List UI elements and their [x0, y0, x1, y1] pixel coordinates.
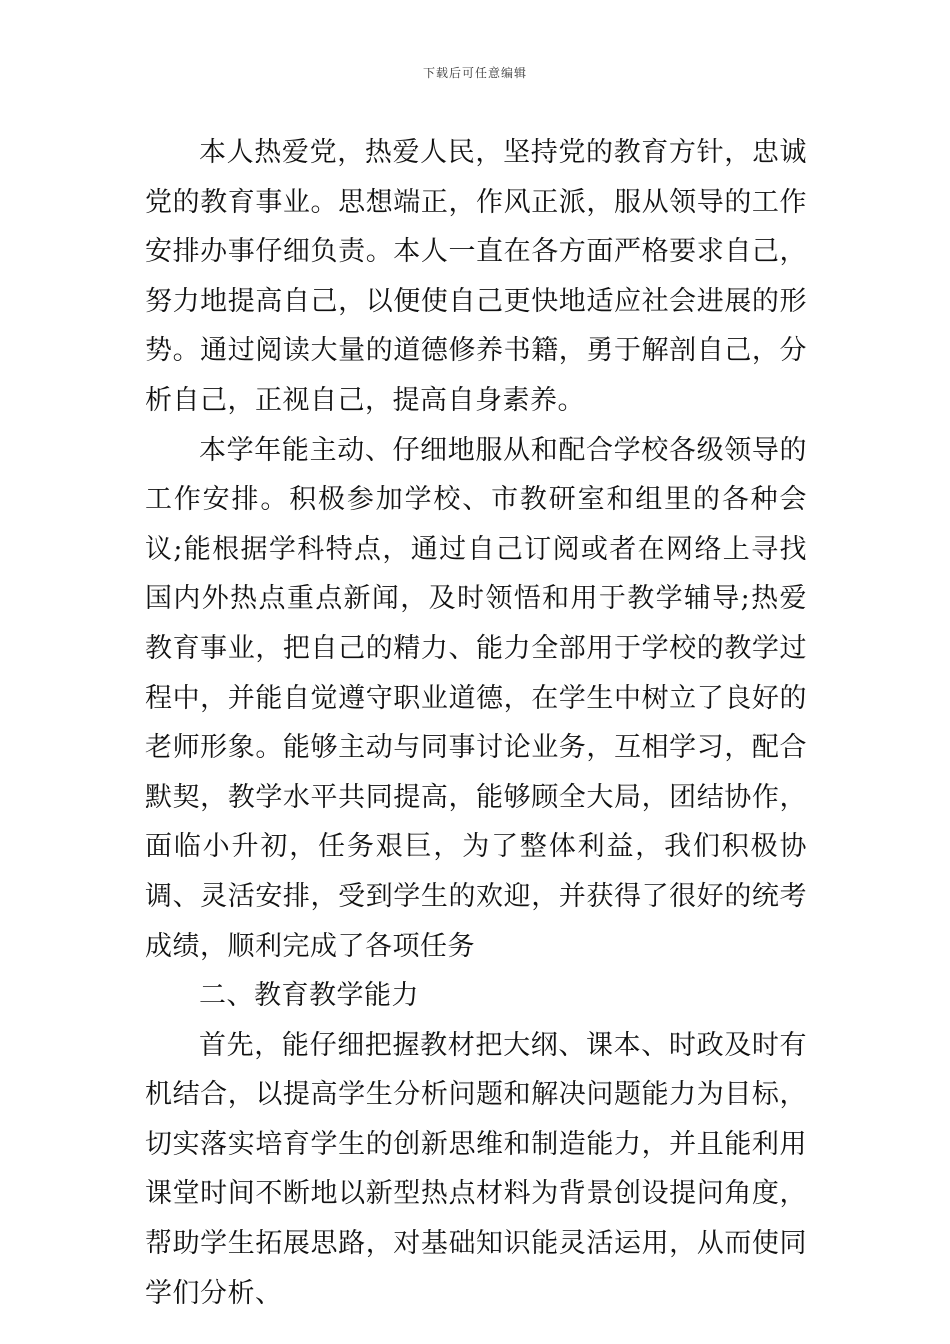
- paragraph-work-attitude: 本学年能主动、仔细地服从和配合学校各级领导的工作安排。积极参加学校、市教研室和组里的各种会议;能根据学科特点，通过自己订阅或者在网络上寻找国内外热点重点新闻，及时领悟和用于教学辅导;热爱教育事业，把自己的精力、能力全部用于学校的教学过程中，并能自觉遵守职业道德，在学生中树立了良好的老师形象。能够主动与同事讨论业务，互相学习，配合默契，教学水平共同提高，能够顾全大局，团结协作，面临小升初，任务艰巨，为了整体利益，我们积极协调、灵活安排，受到学生的欢迎，并获得了很好的统考成绩，顺利完成了各项任务: [145, 434, 807, 962]
- section-heading-teaching-ability: 二、教育教学能力: [199, 980, 419, 1012]
- paragraph-political-attitude: 本人热爱党，热爱人民，坚持党的教育方针，忠诚党的教育事业。思想端正，作风正派，服从领导的工作安排办事仔细负责。本人一直在各方面严格要求自己，努力地提高自己，以便使自己更快地适应社会进展的形势。通过阅读大量的道德修养书籍，勇于解剖自己，分析自己，正视自己，提高自身素养。: [145, 137, 807, 416]
- page-header-note: 下载后可任意编辑: [422, 66, 527, 80]
- document-body: [145, 128, 807, 1318]
- paragraph-teaching-ability: 首先，能仔细把握教材把大纲、课本、时政及时有机结合，以提高学生分析问题和解决问题能力为目标，切实落实培育学生的创新思维和制造能力，并且能利用课堂时间不断地以新型热点材料为背景创设提问角度，帮助学生拓展思路，对基础知识能灵活运用，从而使同学们分析、: [145, 1029, 807, 1309]
